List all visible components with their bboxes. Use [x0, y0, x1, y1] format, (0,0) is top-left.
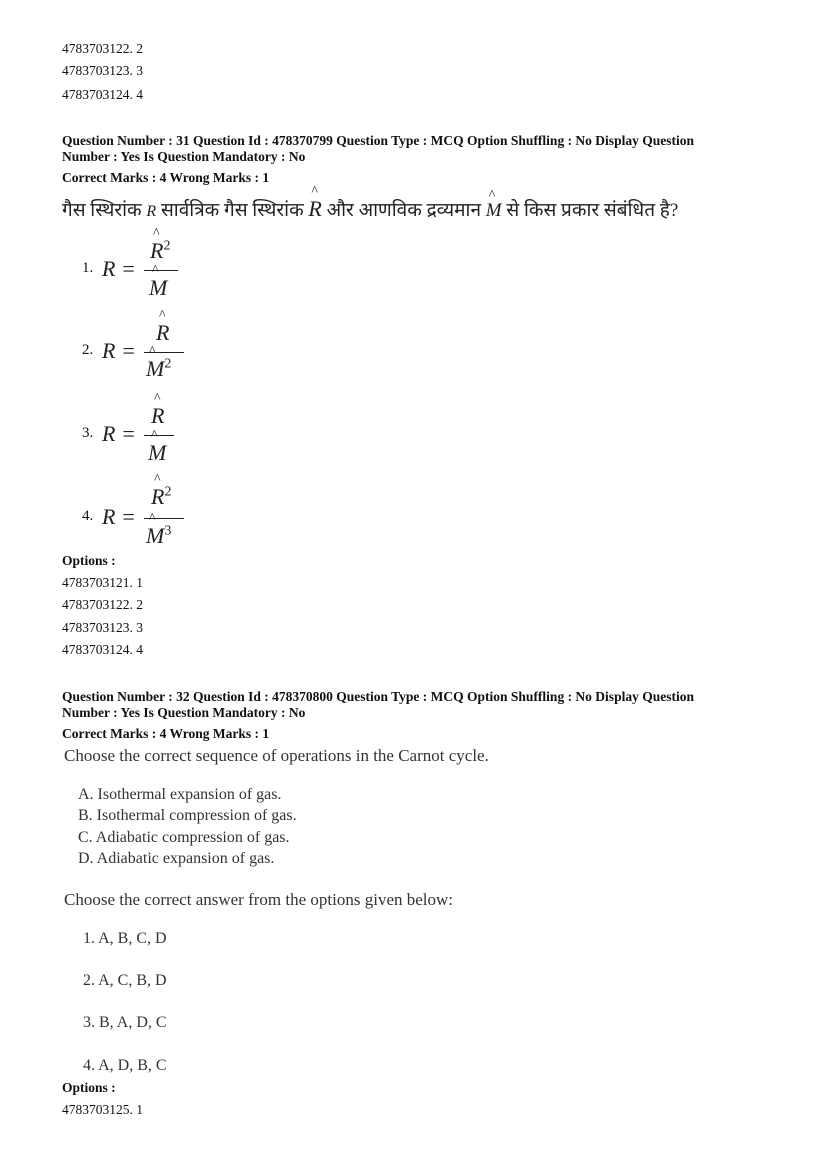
q31-text-part4: से किस प्रकार संबंधित है? [506, 200, 679, 221]
denominator: ^ M [149, 275, 167, 301]
q32-statement: A. Isothermal expansion of gas. [78, 786, 282, 803]
numerator: ^ R [151, 403, 164, 429]
q32-statement: B. Isothermal compression of gas. [78, 807, 297, 824]
denominator: ^ $M^3$ [146, 523, 171, 549]
q32-choice: 4. A, D, B, C [83, 1057, 167, 1074]
q32-choice: 1. A, B, C, D [83, 930, 167, 947]
choice-number: 4. [82, 508, 94, 524]
choice-lhs: R = [102, 504, 136, 529]
option-line: 4783703122. 2 [62, 597, 143, 612]
choice-lhs: R = [102, 338, 136, 363]
option-line: 4783703122. 2 [62, 41, 143, 56]
q32-marks: Correct Marks : 4 Wrong Marks : 1 [62, 726, 270, 741]
q32-header-line2: Number : Yes Is Question Mandatory : No [62, 705, 306, 720]
option-line: 4783703125. 1 [62, 1102, 143, 1117]
q32-instruction: Choose the correct answer from the options given below: [64, 890, 454, 909]
fraction-bar [144, 270, 178, 271]
option-line: 4783703124. 4 [62, 642, 143, 657]
q31-text-part3: और आणविक द्रव्यमान [326, 200, 482, 221]
option-line: 4783703123. 3 [62, 620, 143, 635]
fraction-bar [144, 435, 174, 436]
q31-text-part2: सार्वत्रिक गैस स्थिरांक [160, 200, 304, 221]
choice-lhs: R = [102, 256, 136, 281]
choice-number: 3. [82, 425, 94, 441]
q32-choice: 2. A, C, B, D [83, 972, 167, 989]
choice-number: 1. [82, 260, 94, 276]
q32-question-text: Choose the correct sequence of operations in the Carnot cycle. [64, 746, 489, 765]
numerator: ^ $R^2$ [150, 238, 170, 264]
q31-header-line2: Number : Yes Is Question Mandatory : No [62, 149, 306, 164]
q32-choice: 3. B, A, D, C [83, 1014, 167, 1031]
q32-statement: C. Adiabatic compression of gas. [78, 829, 290, 846]
option-line: 4783703124. 4 [62, 87, 143, 102]
choice-number: 2. [82, 342, 94, 358]
numerator: ^ $R^2$ [151, 484, 171, 510]
q31-options-label: Options : [62, 553, 116, 568]
q32-statement: D. Adiabatic expansion of gas. [78, 850, 275, 867]
q31-marks: Correct Marks : 4 Wrong Marks : 1 [62, 170, 270, 185]
choice-lhs: R = [102, 421, 136, 446]
denominator: ^ M [148, 440, 166, 466]
q32-options-label: Options : [62, 1080, 116, 1095]
q31-question-text [62, 196, 678, 222]
q32-header-line1: Question Number : 32 Question Id : 478370800 Question Type : MCQ Option Shuffling : No Display Question [62, 689, 694, 704]
option-line: 4783703121. 1 [62, 575, 143, 590]
numerator: ^ R [156, 320, 169, 346]
q31-text-part1: गैस स्थिरांक [62, 200, 142, 221]
denominator: ^ $M^2$ [146, 356, 171, 382]
q31-header-line1: Question Number : 31 Question Id : 478370799 Question Type : MCQ Option Shuffling : No Display Question [62, 133, 694, 148]
option-line: 4783703123. 3 [62, 63, 143, 78]
q31-text-r: R [146, 203, 157, 220]
q31-text-mhat: ^ M [486, 200, 502, 222]
q31-text-rhat: ^ R [308, 196, 321, 222]
